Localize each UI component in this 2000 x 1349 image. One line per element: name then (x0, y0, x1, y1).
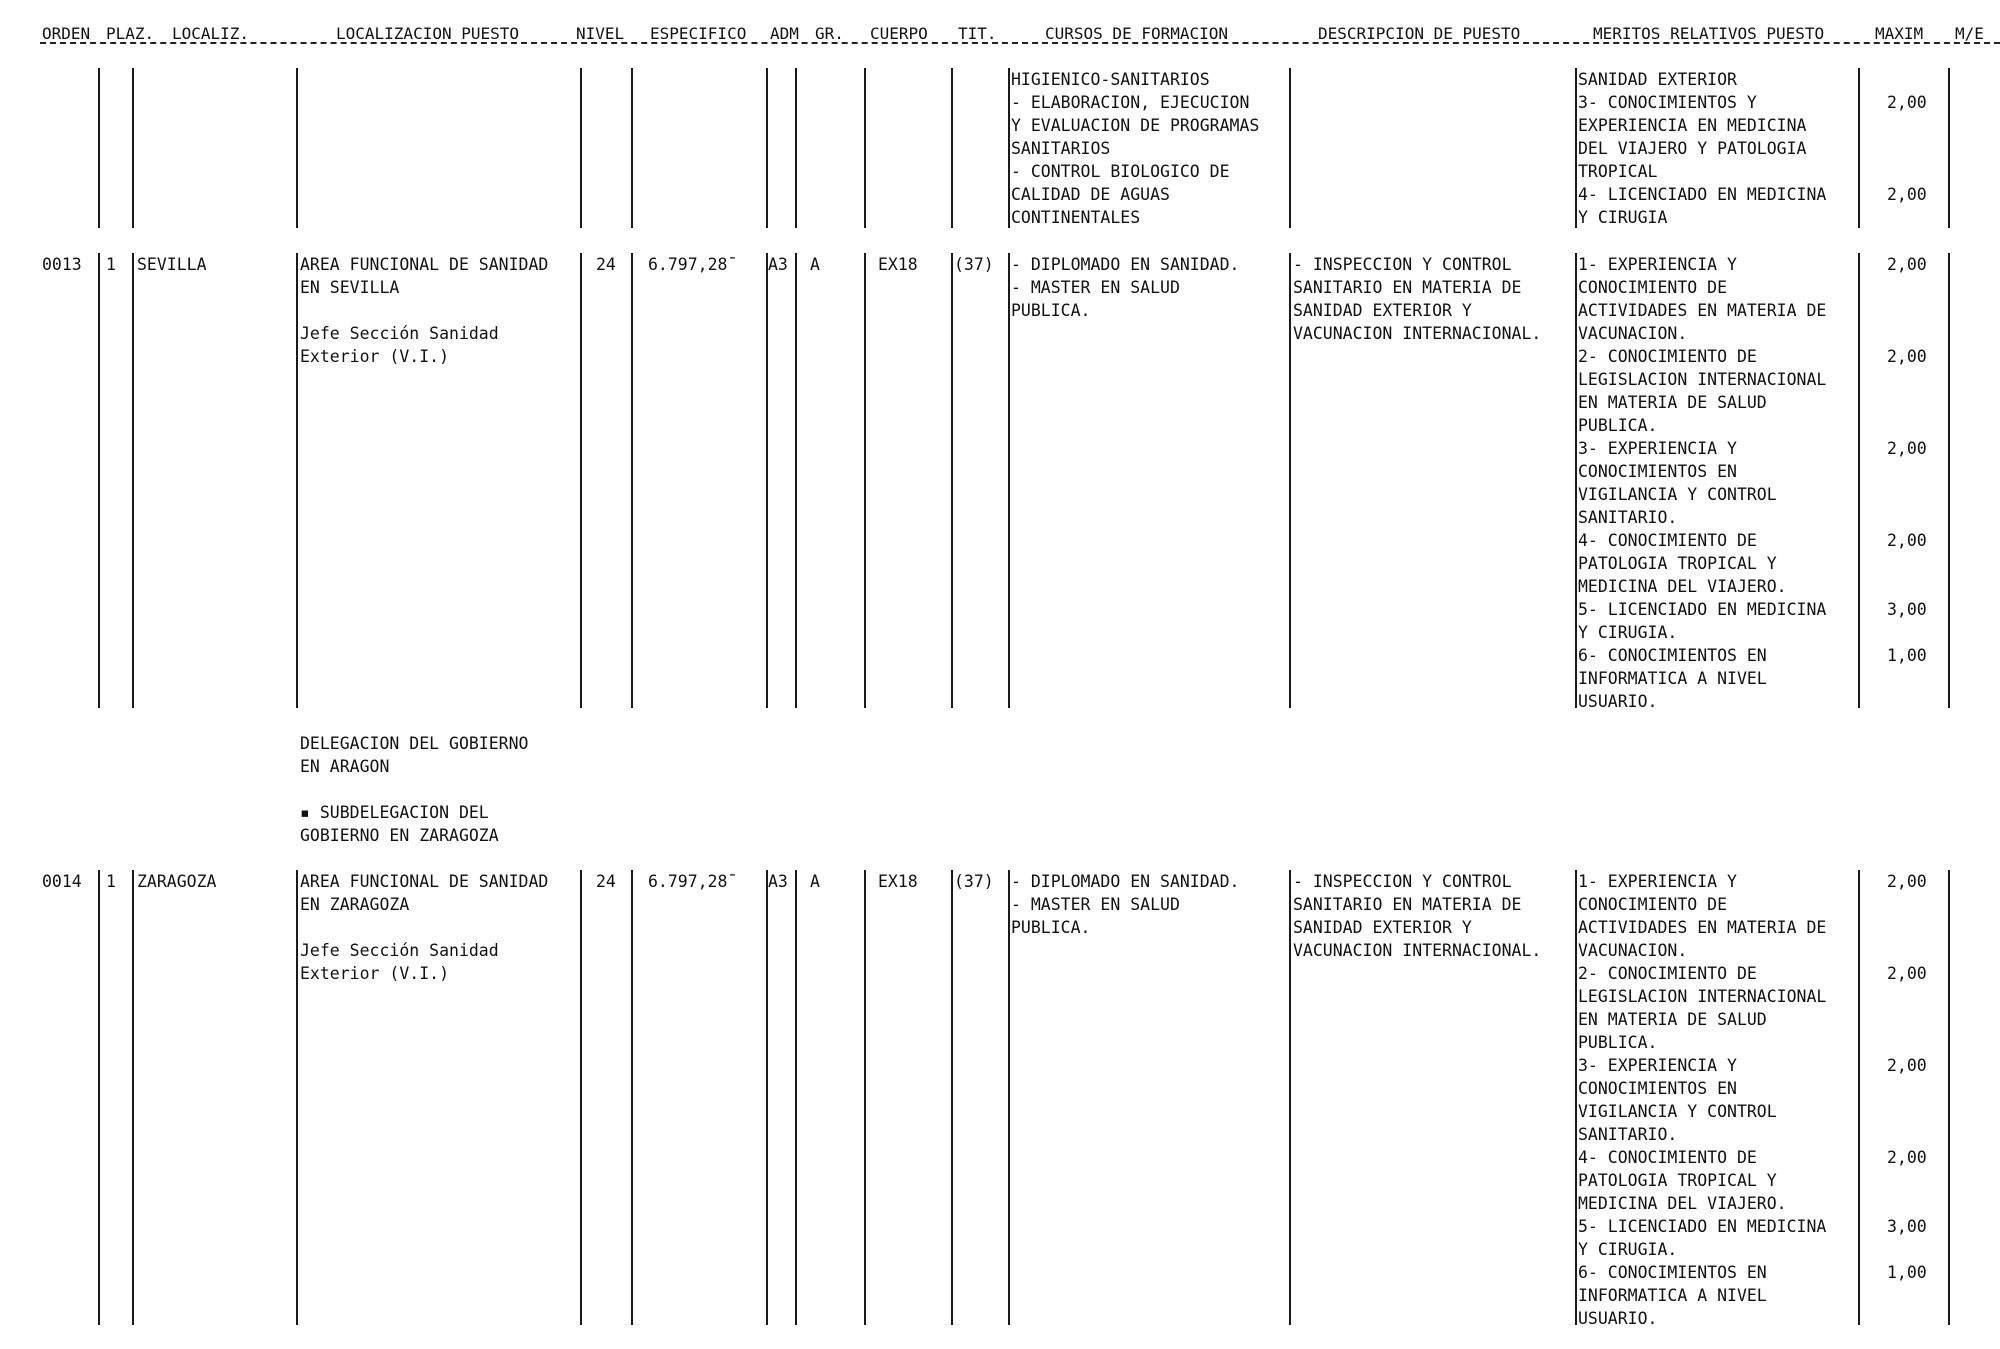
meritos-line: LEGISLACION INTERNACIONAL (1578, 987, 1827, 1006)
maxim-value: 2,00 (1887, 93, 1927, 112)
column-rule (766, 253, 768, 708)
tit-value: (37) (954, 872, 994, 891)
especifico-value: 6.797,28¯ (648, 872, 738, 891)
meritos-line: SANITARIO. (1578, 1125, 1678, 1144)
maxim-value: 1,00 (1887, 646, 1927, 665)
localiz-value: ZARAGOZA (137, 872, 217, 891)
descripcion-line: VACUNACION INTERNACIONAL. (1293, 324, 1542, 343)
maxim-value: 2,00 (1887, 964, 1927, 983)
meritos-line: MEDICINA DEL VIAJERO. (1578, 1194, 1787, 1213)
maxim-value: 2,00 (1887, 439, 1927, 458)
meritos-line: MEDICINA DEL VIAJERO. (1578, 577, 1787, 596)
column-rule (1289, 870, 1291, 1325)
nivel-value: 24 (596, 255, 616, 274)
meritos-line: INFORMATICA A NIVEL (1578, 669, 1767, 688)
column-rule (580, 253, 582, 708)
maxim-value: 2,00 (1887, 1148, 1927, 1167)
column-rule (132, 870, 134, 1325)
delegacion-title-line: DELEGACION DEL GOBIERNO (300, 734, 529, 753)
meritos-line: VACUNACION. (1578, 941, 1688, 960)
meritos-line: EXPERIENCIA EN MEDICINA (1578, 116, 1807, 135)
maxim-value: 1,00 (1887, 1263, 1927, 1282)
maxim-value: 3,00 (1887, 600, 1927, 619)
header-nivel: NIVEL (576, 24, 625, 43)
meritos-line: Y CIRUGIA (1578, 208, 1668, 227)
header-orden: ORDEN (42, 24, 91, 43)
meritos-line: 5- LICENCIADO EN MEDICINA (1578, 1217, 1827, 1236)
cursos-line: - CONTROL BIOLOGICO DE (1011, 162, 1230, 181)
meritos-line: SANIDAD EXTERIOR (1578, 70, 1737, 89)
nivel-value: 24 (596, 872, 616, 891)
column-rule (1008, 68, 1010, 228)
adm-value: A3 (768, 872, 788, 891)
maxim-value: 3,00 (1887, 1217, 1927, 1236)
meritos-line: 3- EXPERIENCIA Y (1578, 439, 1737, 458)
meritos-line: VIGILANCIA Y CONTROL (1578, 1102, 1777, 1121)
maxim-value: 2,00 (1887, 531, 1927, 550)
meritos-line: TROPICAL (1578, 162, 1658, 181)
meritos-line: 4- LICENCIADO EN MEDICINA (1578, 185, 1827, 204)
tit-value: (37) (954, 255, 994, 274)
cuerpo-value: EX18 (878, 872, 918, 891)
meritos-line: 3- CONOCIMIENTOS Y (1578, 93, 1757, 112)
maxim-value: 2,00 (1887, 255, 1927, 274)
column-rule (631, 870, 633, 1325)
meritos-line: SANITARIO. (1578, 508, 1678, 527)
header-especifico: ESPECIFICO (650, 24, 747, 43)
puesto-line: Jefe Sección Sanidad (300, 941, 499, 960)
header-plaz: PLAZ. (106, 24, 155, 43)
meritos-line: CONOCIMIENTOS EN (1578, 1079, 1737, 1098)
subdelegacion-line: ▪ SUBDELEGACION DEL (300, 803, 489, 822)
meritos-line: USUARIO. (1578, 692, 1658, 711)
descripcion-line: SANITARIO EN MATERIA DE (1293, 895, 1522, 914)
descripcion-line: VACUNACION INTERNACIONAL. (1293, 941, 1542, 960)
maxim-value: 2,00 (1887, 185, 1927, 204)
meritos-line: 5- LICENCIADO EN MEDICINA (1578, 600, 1827, 619)
descripcion-line: - INSPECCION Y CONTROL (1293, 872, 1512, 891)
meritos-line: Y CIRUGIA. (1578, 1240, 1678, 1259)
column-rule (1858, 68, 1860, 228)
meritos-line: 1- EXPERIENCIA Y (1578, 872, 1737, 891)
meritos-line: CONOCIMIENTOS EN (1578, 462, 1737, 481)
column-rule (795, 253, 797, 708)
meritos-line: PUBLICA. (1578, 1033, 1658, 1052)
column-rule (631, 253, 633, 708)
cursos-line: - MASTER EN SALUD (1011, 895, 1180, 914)
column-rule (1008, 253, 1010, 708)
cursos-line: - DIPLOMADO EN SANIDAD. (1011, 255, 1240, 274)
header-localiz: LOCALIZ. (172, 24, 250, 43)
header-tit: TIT. (958, 24, 997, 43)
meritos-line: PATOLOGIA TROPICAL Y (1578, 554, 1777, 573)
area-line: AREA FUNCIONAL DE SANIDAD (300, 255, 549, 274)
meritos-line: CONOCIMIENTO DE (1578, 895, 1728, 914)
column-rule (1289, 68, 1291, 228)
column-rule (132, 68, 134, 228)
cursos-line: SANITARIOS (1011, 139, 1111, 158)
column-rule (864, 68, 866, 228)
meritos-line: PUBLICA. (1578, 416, 1658, 435)
meritos-line: DEL VIAJERO Y PATOLOGIA (1578, 139, 1807, 158)
header-adm: ADM (770, 24, 799, 43)
meritos-line: EN MATERIA DE SALUD (1578, 393, 1767, 412)
delegacion-title-line: EN ARAGON (300, 757, 390, 776)
orden-value: 0014 (42, 872, 82, 891)
header-meritos: MERITOS RELATIVOS PUESTO (1593, 24, 1825, 43)
column-rule (951, 870, 953, 1325)
cursos-line: PUBLICA. (1011, 301, 1091, 320)
adm-value: A3 (768, 255, 788, 274)
meritos-line: ACTIVIDADES EN MATERIA DE (1578, 301, 1827, 320)
column-rule (951, 68, 953, 228)
area-line: EN ZARAGOZA (300, 895, 410, 914)
column-rule (296, 68, 298, 228)
descripcion-line: SANIDAD EXTERIOR Y (1293, 918, 1472, 937)
column-rule (864, 870, 866, 1325)
header-cuerpo: CUERPO (870, 24, 928, 43)
subdelegacion-line: GOBIERNO EN ZARAGOZA (300, 826, 499, 845)
meritos-line: 4- CONOCIMIENTO DE (1578, 531, 1757, 550)
column-rule (1948, 68, 1950, 228)
meritos-line: ACTIVIDADES EN MATERIA DE (1578, 918, 1827, 937)
meritos-line: EN MATERIA DE SALUD (1578, 1010, 1767, 1029)
header-divider (40, 42, 2000, 44)
meritos-line: PATOLOGIA TROPICAL Y (1578, 1171, 1777, 1190)
meritos-line: INFORMATICA A NIVEL (1578, 1286, 1767, 1305)
column-rule (1008, 870, 1010, 1325)
orden-value: 0013 (42, 255, 82, 274)
area-line: AREA FUNCIONAL DE SANIDAD (300, 872, 549, 891)
column-rule (1948, 253, 1950, 708)
maxim-value: 2,00 (1887, 1056, 1927, 1075)
column-rule (580, 68, 582, 228)
column-rule (1948, 870, 1950, 1325)
meritos-line: 3- EXPERIENCIA Y (1578, 1056, 1737, 1075)
descripcion-line: SANIDAD EXTERIOR Y (1293, 301, 1472, 320)
column-rule (951, 253, 953, 708)
column-rule (1858, 870, 1860, 1325)
column-rule (1575, 870, 1577, 1325)
header-maxim: MAXIM (1875, 24, 1924, 43)
column-rule (1575, 68, 1577, 228)
cursos-line: HIGIENICO-SANITARIOS (1011, 70, 1210, 89)
cursos-line: - ELABORACION, EJECUCION (1011, 93, 1250, 112)
header-descripcion: DESCRIPCION DE PUESTO (1318, 24, 1521, 43)
cursos-line: Y EVALUACION DE PROGRAMAS (1011, 116, 1260, 135)
meritos-line: 4- CONOCIMIENTO DE (1578, 1148, 1757, 1167)
column-rule (296, 870, 298, 1325)
column-rule (795, 68, 797, 228)
puesto-line: Exterior (V.I.) (300, 964, 450, 983)
column-rule (98, 68, 100, 228)
maxim-value: 2,00 (1887, 872, 1927, 891)
column-rule (864, 253, 866, 708)
column-rule (1858, 253, 1860, 708)
column-rule (766, 68, 768, 228)
meritos-line: VIGILANCIA Y CONTROL (1578, 485, 1777, 504)
meritos-line: 1- EXPERIENCIA Y (1578, 255, 1737, 274)
gr-value: A (810, 255, 820, 274)
column-rule (98, 870, 100, 1325)
descripcion-line: SANITARIO EN MATERIA DE (1293, 278, 1522, 297)
gr-value: A (810, 872, 820, 891)
column-rule (98, 253, 100, 708)
meritos-line: Y CIRUGIA. (1578, 623, 1678, 642)
area-line: EN SEVILLA (300, 278, 400, 297)
descripcion-line: - INSPECCION Y CONTROL (1293, 255, 1512, 274)
column-rule (795, 870, 797, 1325)
meritos-line: 6- CONOCIMIENTOS EN (1578, 1263, 1767, 1282)
meritos-line: LEGISLACION INTERNACIONAL (1578, 370, 1827, 389)
meritos-line: VACUNACION. (1578, 324, 1688, 343)
header-me: M/E (1955, 24, 1984, 43)
especifico-value: 6.797,28¯ (648, 255, 738, 274)
header-gr: GR. (815, 24, 844, 43)
header-localizacion-puesto: LOCALIZACION PUESTO (336, 24, 520, 43)
column-rule (132, 253, 134, 708)
cursos-line: CONTINENTALES (1011, 208, 1141, 227)
localiz-value: SEVILLA (137, 255, 207, 274)
column-rule (1575, 253, 1577, 708)
meritos-line: 2- CONOCIMIENTO DE (1578, 347, 1757, 366)
meritos-line: 2- CONOCIMIENTO DE (1578, 964, 1757, 983)
meritos-line: 6- CONOCIMIENTOS EN (1578, 646, 1767, 665)
column-rule (631, 68, 633, 228)
cursos-line: - DIPLOMADO EN SANIDAD. (1011, 872, 1240, 891)
meritos-line: USUARIO. (1578, 1309, 1658, 1328)
header-cursos: CURSOS DE FORMACION (1045, 24, 1229, 43)
cursos-line: PUBLICA. (1011, 918, 1091, 937)
column-rule (1289, 253, 1291, 708)
puesto-line: Jefe Sección Sanidad (300, 324, 499, 343)
puesto-line: Exterior (V.I.) (300, 347, 450, 366)
plaz-value: 1 (106, 872, 116, 891)
plaz-value: 1 (106, 255, 116, 274)
column-rule (580, 870, 582, 1325)
cursos-line: CALIDAD DE AGUAS (1011, 185, 1170, 204)
meritos-line: CONOCIMIENTO DE (1578, 278, 1728, 297)
column-rule (296, 253, 298, 708)
cursos-line: - MASTER EN SALUD (1011, 278, 1180, 297)
cuerpo-value: EX18 (878, 255, 918, 274)
maxim-value: 2,00 (1887, 347, 1927, 366)
column-rule (766, 870, 768, 1325)
